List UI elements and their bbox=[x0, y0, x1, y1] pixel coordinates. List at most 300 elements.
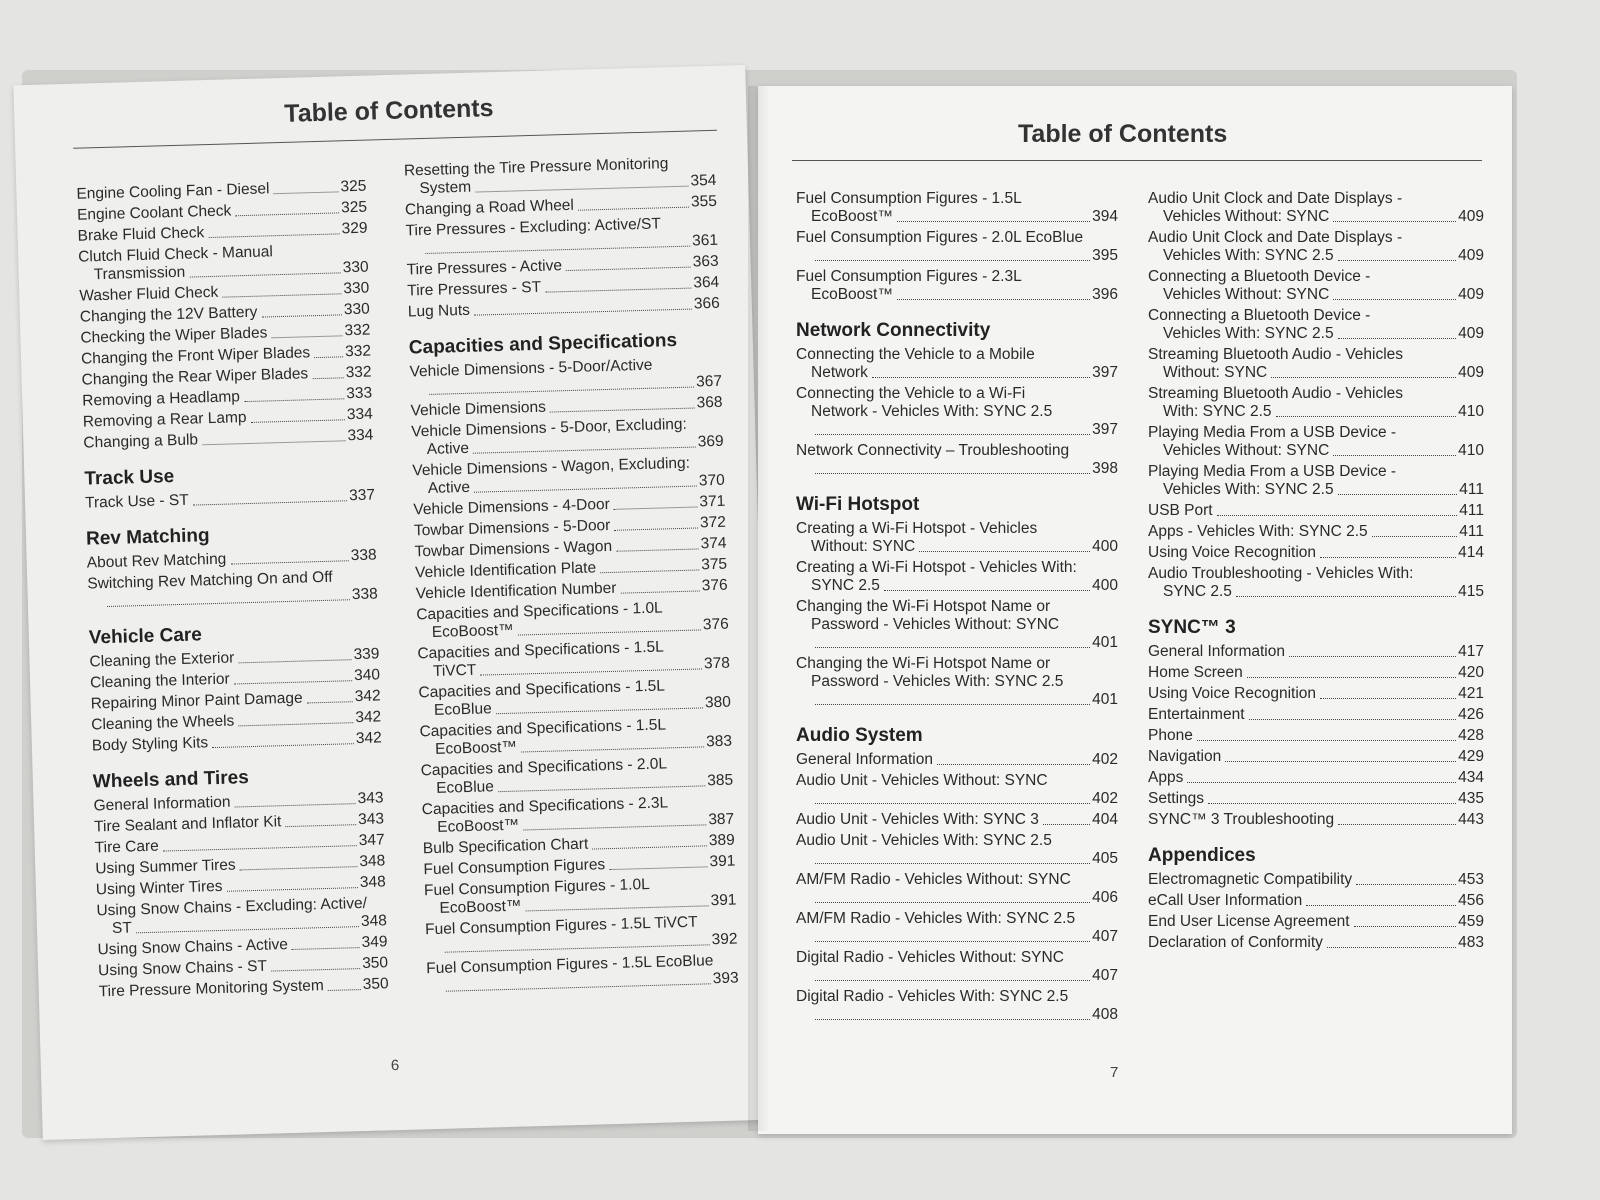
entry-title: Entertainment bbox=[1148, 706, 1245, 723]
toc-entry[interactable] bbox=[1148, 385, 1484, 421]
entry-page: 337 bbox=[348, 486, 376, 505]
toc-entry[interactable] bbox=[796, 229, 1118, 265]
entry-page: 421 bbox=[1458, 685, 1484, 702]
entry-page: 387 bbox=[708, 810, 735, 829]
left-page bbox=[13, 65, 774, 1140]
toc-entry[interactable] bbox=[420, 754, 733, 799]
entry-title: Fuel Consumption Figures - 2.0L EcoBlue bbox=[796, 229, 1084, 246]
entry-continuation bbox=[1148, 583, 1484, 601]
dot-leader bbox=[1249, 719, 1457, 720]
entry-page: 330 bbox=[343, 279, 370, 298]
toc-entry[interactable] bbox=[796, 190, 1118, 226]
page-number: 6 bbox=[390, 1057, 400, 1075]
toc-entry[interactable] bbox=[412, 454, 725, 499]
entry-title: Creating a Wi-Fi Hotspot - Vehicles bbox=[796, 520, 1038, 537]
dot-leader bbox=[1354, 926, 1457, 927]
entry-title: Connecting the Vehicle to a Mobile bbox=[796, 346, 1035, 363]
dot-leader bbox=[292, 947, 360, 950]
entry-title: Washer Fluid Check bbox=[79, 283, 219, 305]
entry-title: Settings bbox=[1148, 790, 1205, 807]
toc-entry[interactable] bbox=[1148, 748, 1484, 766]
entry-page: 456 bbox=[1458, 892, 1484, 909]
entry-page: 349 bbox=[361, 933, 388, 952]
entry-title: Capacities and Specifications - 1.0L bbox=[416, 599, 663, 624]
dot-leader bbox=[521, 746, 704, 752]
entry-title: Creating a Wi-Fi Hotspot - Vehicles With: bbox=[796, 559, 1077, 576]
toc-entry[interactable] bbox=[796, 346, 1118, 382]
dot-leader bbox=[314, 356, 343, 358]
entry-title: Electromagnetic Compatibility bbox=[1148, 871, 1353, 888]
toc-entry[interactable] bbox=[796, 385, 1118, 439]
entry-title-cont: Vehicles With: SYNC 2.5 bbox=[1163, 247, 1334, 264]
entry-continuation bbox=[796, 538, 1118, 556]
dot-leader bbox=[897, 221, 1090, 222]
toc-entry[interactable] bbox=[796, 910, 1118, 946]
toc-entry[interactable] bbox=[1148, 424, 1484, 460]
dot-leader bbox=[238, 659, 351, 663]
toc-entry[interactable] bbox=[796, 949, 1118, 985]
entry-title: Digital Radio - Vehicles Without: SYNC bbox=[796, 949, 1064, 966]
dot-leader bbox=[474, 485, 697, 492]
entry-title: Removing a Headlamp bbox=[82, 388, 241, 410]
entry-title-cont: With: SYNC 2.5 bbox=[1163, 403, 1272, 420]
entry-title: Changing the Rear Wiper Blades bbox=[81, 365, 309, 389]
entry-page: 453 bbox=[1458, 871, 1484, 888]
entry-page: 338 bbox=[350, 546, 377, 565]
dot-leader bbox=[1327, 947, 1456, 948]
toc-entry[interactable] bbox=[422, 793, 735, 838]
entry-page: 406 bbox=[1092, 889, 1118, 906]
dot-leader bbox=[230, 560, 349, 564]
entry-title: General Information bbox=[796, 751, 933, 768]
dot-leader bbox=[1333, 455, 1456, 456]
entry-title: Audio Troubleshooting - Vehicles With: bbox=[1148, 565, 1414, 582]
toc-entry[interactable] bbox=[1148, 523, 1484, 541]
toc-entry[interactable] bbox=[1148, 727, 1484, 745]
dot-leader bbox=[1276, 416, 1457, 417]
entry-title: Changing a Road Wheel bbox=[404, 196, 575, 219]
entry-page: 364 bbox=[693, 273, 720, 292]
toc-entry[interactable] bbox=[796, 268, 1118, 304]
dot-leader bbox=[446, 983, 711, 991]
dot-leader bbox=[473, 447, 696, 454]
toc-entry[interactable] bbox=[1148, 685, 1484, 703]
toc-entry[interactable] bbox=[1148, 913, 1484, 931]
entry-page: 342 bbox=[354, 687, 381, 706]
entry-page: 414 bbox=[1458, 544, 1484, 561]
entry-page: 410 bbox=[1458, 442, 1484, 459]
dot-leader bbox=[815, 803, 1090, 804]
toc-entry[interactable] bbox=[1148, 706, 1484, 724]
entry-title: Resetting the Tire Pressure Monitoring bbox=[403, 155, 669, 180]
toc-entry[interactable] bbox=[417, 637, 730, 682]
entry-page: 347 bbox=[358, 831, 385, 850]
entry-continuation bbox=[796, 790, 1118, 808]
right-page bbox=[758, 86, 1512, 1134]
entry-continuation bbox=[1148, 286, 1484, 304]
entry-title-cont: ST bbox=[111, 919, 133, 937]
dot-leader bbox=[480, 668, 702, 675]
entry-title: General Information bbox=[1148, 643, 1285, 660]
entry-page: 411 bbox=[1459, 523, 1484, 540]
entry-title: SYNC™ 3 Troubleshooting bbox=[1148, 811, 1335, 828]
entry-title-cont: TiVCT bbox=[432, 661, 477, 680]
dot-leader bbox=[107, 599, 350, 607]
entry-title: Audio Unit Clock and Date Displays - bbox=[1148, 190, 1403, 207]
entry-page: 334 bbox=[347, 426, 374, 445]
entry-title: About Rev Matching bbox=[86, 550, 227, 572]
entry-page: 348 bbox=[359, 873, 387, 892]
entry-page: 401 bbox=[1092, 634, 1118, 651]
toc-entry[interactable] bbox=[425, 913, 738, 958]
dot-leader bbox=[474, 309, 692, 316]
entry-title: Fuel Consumption Figures - 1.0L bbox=[423, 875, 650, 900]
entry-page: 378 bbox=[703, 654, 731, 673]
entry-page: 415 bbox=[1458, 583, 1484, 600]
entry-title: Capacities and Specifications - 1.5L bbox=[418, 677, 666, 702]
entry-title: Cleaning the Interior bbox=[89, 670, 230, 692]
entry-title: Changing the Front Wiper Blades bbox=[80, 344, 311, 368]
entry-title-cont: Vehicles With: SYNC 2.5 bbox=[1163, 325, 1334, 342]
entry-title: Phone bbox=[1148, 727, 1193, 744]
entry-title: Connecting a Bluetooth Device - bbox=[1148, 268, 1371, 285]
entry-title: Fuel Consumption Figures - 1.5L bbox=[796, 190, 1022, 207]
entry-title: Streaming Bluetooth Audio - Vehicles bbox=[1148, 346, 1404, 363]
entry-page: 348 bbox=[360, 912, 388, 931]
entry-continuation bbox=[796, 421, 1118, 439]
dot-leader bbox=[1338, 338, 1457, 339]
toc-entry[interactable] bbox=[416, 598, 729, 643]
entry-title: Removing a Rear Lamp bbox=[82, 409, 247, 431]
entry-page: 371 bbox=[699, 492, 726, 511]
dot-leader bbox=[271, 968, 360, 971]
entry-page: 355 bbox=[690, 192, 718, 211]
toc-entry[interactable] bbox=[1148, 769, 1484, 787]
toc-column bbox=[1148, 190, 1484, 955]
toc-entry[interactable] bbox=[1148, 268, 1484, 304]
entry-continuation bbox=[796, 577, 1118, 595]
entry-title: Capacities and Specifications - 2.3L bbox=[421, 794, 669, 819]
dot-leader bbox=[621, 590, 700, 593]
book-gutter bbox=[748, 86, 770, 1131]
entry-page: 374 bbox=[700, 534, 727, 553]
dot-leader bbox=[272, 335, 343, 338]
toc-entry[interactable] bbox=[405, 214, 718, 259]
entry-title-cont: Vehicles Without: SYNC bbox=[1163, 208, 1330, 225]
entry-title: Capacities and Specifications - 1.5L bbox=[419, 716, 667, 741]
entry-title-cont: System bbox=[419, 178, 472, 198]
page-title: Table of Contents bbox=[1018, 120, 1228, 148]
dot-leader bbox=[815, 902, 1090, 903]
entry-title: Vehicle Dimensions - 5-Door/Active bbox=[409, 356, 653, 381]
entry-title: Audio Unit - Vehicles Without: SYNC bbox=[796, 772, 1048, 789]
dot-leader bbox=[884, 590, 1090, 591]
toc-entry[interactable] bbox=[411, 415, 724, 460]
toc-entry[interactable] bbox=[96, 894, 387, 938]
dot-leader bbox=[1356, 884, 1456, 885]
dot-leader bbox=[261, 314, 342, 317]
entry-page: 426 bbox=[1458, 706, 1484, 723]
entry-page: 407 bbox=[1092, 928, 1118, 945]
entry-page: 372 bbox=[699, 513, 727, 532]
toc-entry[interactable] bbox=[796, 598, 1118, 652]
toc-entry[interactable] bbox=[1148, 871, 1484, 889]
toc-entry[interactable] bbox=[796, 751, 1118, 769]
header-rule bbox=[792, 160, 1482, 161]
toc-entry[interactable] bbox=[796, 988, 1118, 1024]
entry-title: Audio Unit - Vehicles With: SYNC 2.5 bbox=[796, 832, 1052, 849]
entry-title-cont: EcoBoost™ bbox=[437, 816, 520, 836]
dot-leader bbox=[1372, 536, 1458, 537]
toc-entry[interactable] bbox=[99, 975, 389, 1001]
dot-leader bbox=[498, 785, 705, 792]
entry-page: 407 bbox=[1092, 967, 1118, 984]
toc-entry[interactable] bbox=[1148, 643, 1484, 661]
entry-title-cont: Transmission bbox=[93, 263, 186, 284]
entry-page: 385 bbox=[706, 771, 734, 790]
toc-column bbox=[404, 154, 739, 999]
entry-title: Vehicle Identification Number bbox=[415, 579, 617, 603]
toc-entry[interactable] bbox=[1148, 790, 1484, 808]
toc-entry[interactable] bbox=[92, 729, 382, 755]
toc-entry[interactable] bbox=[1148, 811, 1484, 829]
entry-title-cont: Password - Vehicles Without: SYNC bbox=[811, 616, 1060, 633]
dot-leader bbox=[235, 803, 356, 807]
section-heading: Vehicle Care bbox=[88, 624, 203, 649]
dot-leader bbox=[600, 569, 699, 573]
entry-title-cont: SYNC 2.5 bbox=[811, 577, 880, 594]
entry-title: Network Connectivity – Troubleshooting bbox=[796, 442, 1070, 459]
toc-entry[interactable] bbox=[419, 715, 732, 760]
dot-leader bbox=[496, 707, 703, 714]
toc-entry[interactable] bbox=[1148, 664, 1484, 682]
entry-page: 429 bbox=[1458, 748, 1484, 765]
entry-title: Fuel Consumption Figures - 2.3L bbox=[796, 268, 1022, 285]
dot-leader bbox=[815, 647, 1090, 648]
entry-page: 397 bbox=[1092, 364, 1118, 381]
entry-title: Brake Fluid Check bbox=[77, 224, 205, 245]
entry-page: 435 bbox=[1458, 790, 1484, 807]
entry-title: Apps bbox=[1148, 769, 1184, 786]
toc-entry[interactable] bbox=[78, 241, 369, 285]
entry-title-cont: EcoBlue bbox=[433, 700, 492, 719]
entry-title: Tire Pressures - ST bbox=[407, 278, 542, 300]
dot-leader bbox=[244, 398, 344, 402]
entry-title-cont: EcoBoost™ bbox=[431, 621, 514, 641]
toc-entry[interactable] bbox=[1148, 229, 1484, 265]
entry-page: 376 bbox=[701, 576, 728, 595]
dot-leader bbox=[189, 272, 341, 277]
entry-title: Fuel Consumption Figures - 1.5L EcoBlue bbox=[426, 952, 714, 978]
toc-entry[interactable] bbox=[796, 559, 1118, 595]
entry-continuation bbox=[796, 364, 1118, 382]
entry-continuation bbox=[796, 208, 1118, 226]
dot-leader bbox=[1338, 260, 1457, 261]
toc-column bbox=[76, 178, 389, 1005]
entry-page: 396 bbox=[1092, 286, 1118, 303]
section-heading: Appendices bbox=[1148, 845, 1256, 866]
entry-page: 401 bbox=[1092, 691, 1118, 708]
dot-leader bbox=[1333, 299, 1456, 300]
toc-entry[interactable] bbox=[796, 520, 1118, 556]
dot-leader bbox=[815, 941, 1090, 942]
entry-title: Cleaning the Exterior bbox=[89, 649, 235, 671]
toc-entry[interactable] bbox=[1148, 190, 1484, 226]
entry-title: Audio Unit Clock and Date Displays - bbox=[1148, 229, 1403, 246]
entry-page: 420 bbox=[1458, 664, 1484, 681]
toc-entry[interactable] bbox=[1148, 463, 1484, 499]
dot-leader bbox=[1271, 377, 1456, 378]
entry-page: 343 bbox=[357, 789, 384, 808]
entry-page: 332 bbox=[345, 363, 372, 382]
entry-page: 375 bbox=[700, 555, 728, 574]
dot-leader bbox=[1320, 557, 1456, 558]
toc-entry[interactable] bbox=[1148, 892, 1484, 910]
entry-title: Audio Unit - Vehicles With: SYNC 3 bbox=[796, 811, 1039, 828]
entry-page: 395 bbox=[1092, 247, 1118, 264]
entry-title: Home Screen bbox=[1148, 664, 1243, 681]
dot-leader bbox=[475, 186, 688, 193]
dot-leader bbox=[1217, 515, 1458, 516]
entry-page: 325 bbox=[340, 177, 367, 196]
entry-page: 350 bbox=[361, 954, 389, 973]
entry-continuation bbox=[1148, 208, 1484, 226]
entry-title: Vehicle Dimensions - Wagon, Excluding: bbox=[412, 454, 691, 480]
entry-page: 380 bbox=[704, 693, 732, 712]
dot-leader bbox=[566, 267, 691, 271]
dot-leader bbox=[592, 845, 707, 849]
toc-entry[interactable] bbox=[83, 427, 373, 453]
entry-page: 409 bbox=[1458, 286, 1484, 303]
entry-title-cont: Vehicles Without: SYNC bbox=[1163, 286, 1330, 303]
entry-page: 409 bbox=[1458, 364, 1484, 381]
dot-leader bbox=[227, 887, 358, 892]
dot-leader bbox=[1236, 596, 1456, 597]
dot-leader bbox=[1197, 740, 1456, 741]
dot-leader bbox=[193, 500, 347, 505]
entry-title: Checking the Wiper Blades bbox=[80, 324, 268, 347]
entry-title: Streaming Bluetooth Audio - Vehicles bbox=[1148, 385, 1404, 402]
entry-title: Engine Coolant Check bbox=[76, 202, 232, 224]
dot-leader bbox=[212, 743, 354, 748]
entry-continuation bbox=[796, 691, 1118, 709]
entry-title: Capacities and Specifications - 1.5L bbox=[417, 638, 665, 663]
toc-entry[interactable] bbox=[418, 676, 731, 721]
dot-leader bbox=[937, 764, 1090, 765]
entry-page: 434 bbox=[1458, 769, 1484, 786]
entry-title: Track Use - ST bbox=[84, 491, 189, 512]
entry-page: 330 bbox=[342, 258, 369, 277]
dot-leader bbox=[523, 824, 706, 830]
entry-page: 332 bbox=[344, 342, 372, 361]
entry-title-cont: Vehicles With: SYNC 2.5 bbox=[1163, 481, 1334, 498]
toc-entry[interactable] bbox=[796, 832, 1118, 868]
dot-leader bbox=[919, 551, 1090, 552]
entry-page: 410 bbox=[1458, 403, 1484, 420]
entry-page: 400 bbox=[1092, 577, 1118, 594]
entry-page: 411 bbox=[1459, 502, 1484, 519]
toc-column bbox=[796, 190, 1118, 1027]
toc-entry[interactable] bbox=[409, 355, 722, 400]
toc-entry[interactable] bbox=[87, 567, 378, 611]
toc-entry[interactable] bbox=[424, 874, 737, 919]
toc-entry[interactable] bbox=[796, 871, 1118, 907]
dot-leader bbox=[234, 680, 353, 684]
entry-title: Bulb Specification Chart bbox=[422, 835, 589, 858]
entry-page: 400 bbox=[1092, 538, 1118, 555]
entry-title: Fuel Consumption Figures - 1.5L TiVCT bbox=[424, 913, 698, 939]
dot-leader bbox=[202, 440, 345, 445]
entry-page: 391 bbox=[710, 891, 737, 910]
entry-page: 402 bbox=[1092, 790, 1118, 807]
dot-leader bbox=[815, 863, 1090, 864]
toc-entry[interactable] bbox=[796, 772, 1118, 808]
entry-continuation-line bbox=[796, 673, 1118, 691]
toc-entry[interactable] bbox=[1148, 544, 1484, 562]
page-title: Table of Contents bbox=[283, 94, 494, 128]
entry-continuation bbox=[796, 850, 1118, 868]
entry-page: 363 bbox=[692, 252, 719, 271]
entry-page: 332 bbox=[344, 321, 371, 340]
dot-leader bbox=[1208, 803, 1456, 804]
entry-title: Vehicle Dimensions - 5-Door, Excluding: bbox=[411, 415, 688, 441]
entry-page: 350 bbox=[362, 975, 389, 994]
entry-title: Switching Rev Matching On and Off bbox=[87, 568, 333, 593]
entry-title-cont: Without: SYNC bbox=[1163, 364, 1268, 381]
entry-page: 389 bbox=[708, 831, 736, 850]
dot-leader bbox=[815, 704, 1090, 705]
dot-leader bbox=[274, 191, 339, 194]
entry-page: 366 bbox=[693, 294, 721, 313]
dot-leader bbox=[1225, 761, 1456, 762]
toc-entry[interactable] bbox=[404, 154, 717, 199]
entry-title: Using Snow Chains - ST bbox=[97, 957, 268, 980]
entry-page: 404 bbox=[1092, 811, 1118, 828]
toc-entry[interactable] bbox=[796, 811, 1118, 829]
toc-entry[interactable] bbox=[1148, 565, 1484, 601]
toc-entry[interactable] bbox=[1148, 934, 1484, 952]
section-heading: Track Use bbox=[84, 466, 175, 490]
toc-entry[interactable] bbox=[1148, 502, 1484, 520]
toc-entry[interactable] bbox=[796, 442, 1118, 478]
toc-entry[interactable] bbox=[1148, 307, 1484, 343]
entry-title: Cleaning the Wheels bbox=[91, 712, 235, 734]
section-heading: Audio System bbox=[796, 725, 923, 746]
entry-page: 340 bbox=[353, 666, 381, 685]
toc-entry[interactable] bbox=[1148, 346, 1484, 382]
dot-leader bbox=[240, 866, 358, 870]
entry-page: 338 bbox=[351, 585, 378, 604]
entry-title-cont: EcoBlue bbox=[435, 778, 495, 797]
section-heading: SYNC™ 3 bbox=[1148, 617, 1236, 638]
entry-page: 398 bbox=[1092, 460, 1118, 477]
entry-title: Clutch Fluid Check - Manual bbox=[77, 243, 274, 266]
dot-leader bbox=[578, 207, 689, 211]
toc-entry[interactable] bbox=[426, 952, 739, 997]
dot-leader bbox=[872, 377, 1090, 378]
section-heading: Network Connectivity bbox=[796, 320, 991, 341]
toc-entry[interactable] bbox=[796, 655, 1118, 709]
entry-title: USB Port bbox=[1148, 502, 1213, 519]
dot-leader bbox=[1187, 782, 1456, 783]
entry-title: Vehicle Dimensions - 4-Door bbox=[413, 495, 611, 519]
entry-title: Apps - Vehicles With: SYNC 2.5 bbox=[1148, 523, 1368, 540]
dot-leader bbox=[614, 506, 698, 509]
entry-page: 394 bbox=[1092, 208, 1118, 225]
dot-leader bbox=[815, 980, 1090, 981]
dot-leader bbox=[526, 905, 709, 911]
toc-entry[interactable] bbox=[85, 486, 375, 512]
